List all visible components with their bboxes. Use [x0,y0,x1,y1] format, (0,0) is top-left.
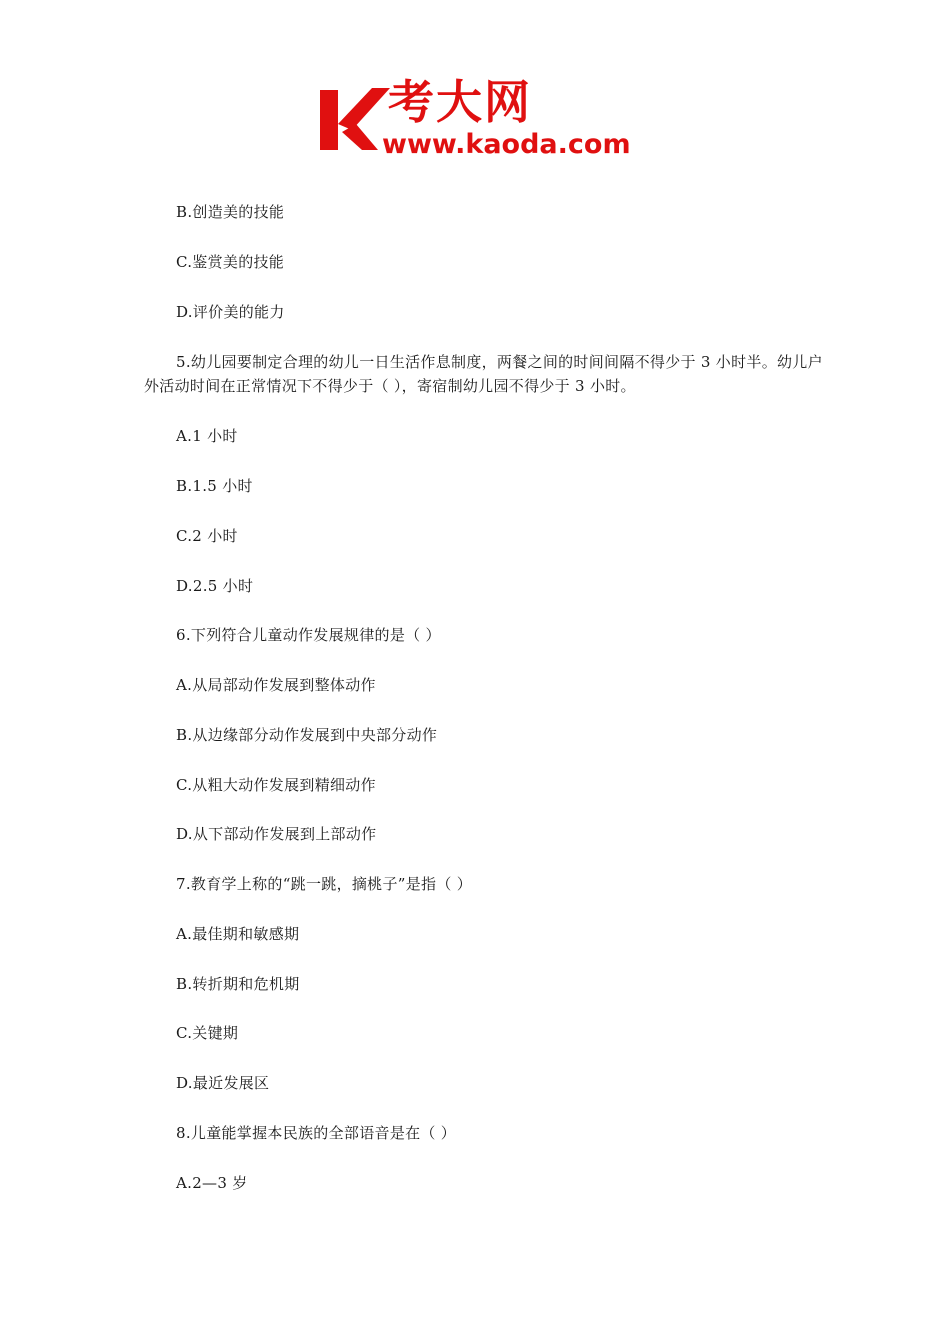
option-b-q7: B.转折期和危机期 [176,975,300,993]
option-a-q7: A.最佳期和敏感期 [176,925,300,943]
option-b-q6: B.从边缘部分动作发展到中央部分动作 [176,726,438,744]
option-a-q8: A.2—3 岁 [176,1174,248,1192]
question-5: 5.幼儿园要制定合理的幼儿一日生活作息制度，两餐之间的时间间隔不得少于 3 小时半。幼儿户外活动时间在正常情况下不得少于（ ），寄宿制幼儿园不得少于 3 小时。 [144,353,823,395]
option-b-q5: B.1.5 小时 [176,477,253,495]
option-c-q6: C.从粗大动作发展到精细动作 [176,776,376,794]
option-b-q4: B.创造美的技能 [176,203,285,221]
option-d-q6: D.从下部动作发展到上部动作 [176,825,377,843]
option-c-q7: C.关键期 [176,1024,239,1042]
option-c-q4: C.鉴赏美的技能 [176,253,285,271]
option-d-q5: D.2.5 小时 [176,577,254,595]
k-logo-icon [318,84,392,154]
option-d-q4: D.评价美的能力 [176,303,285,321]
kaoda-logo [318,75,638,160]
option-a-q6: A.从局部动作发展到整体动作 [176,676,376,694]
question-7: 7.教育学上称的“跳一跳，摘桃子”是指（ ） [176,875,473,893]
logo-brand-text: 考大网 [388,75,532,129]
option-c-q5: C.2 小时 [176,527,238,545]
option-a-q5: A.1 小时 [176,427,238,445]
question-6: 6.下列符合儿童动作发展规律的是（ ） [176,626,441,644]
option-d-q7: D.最近发展区 [176,1074,270,1092]
question-8: 8.儿童能掌握本民族的全部语音是在（ ） [176,1124,457,1142]
logo-url-text: www.kaoda.com [382,129,631,160]
